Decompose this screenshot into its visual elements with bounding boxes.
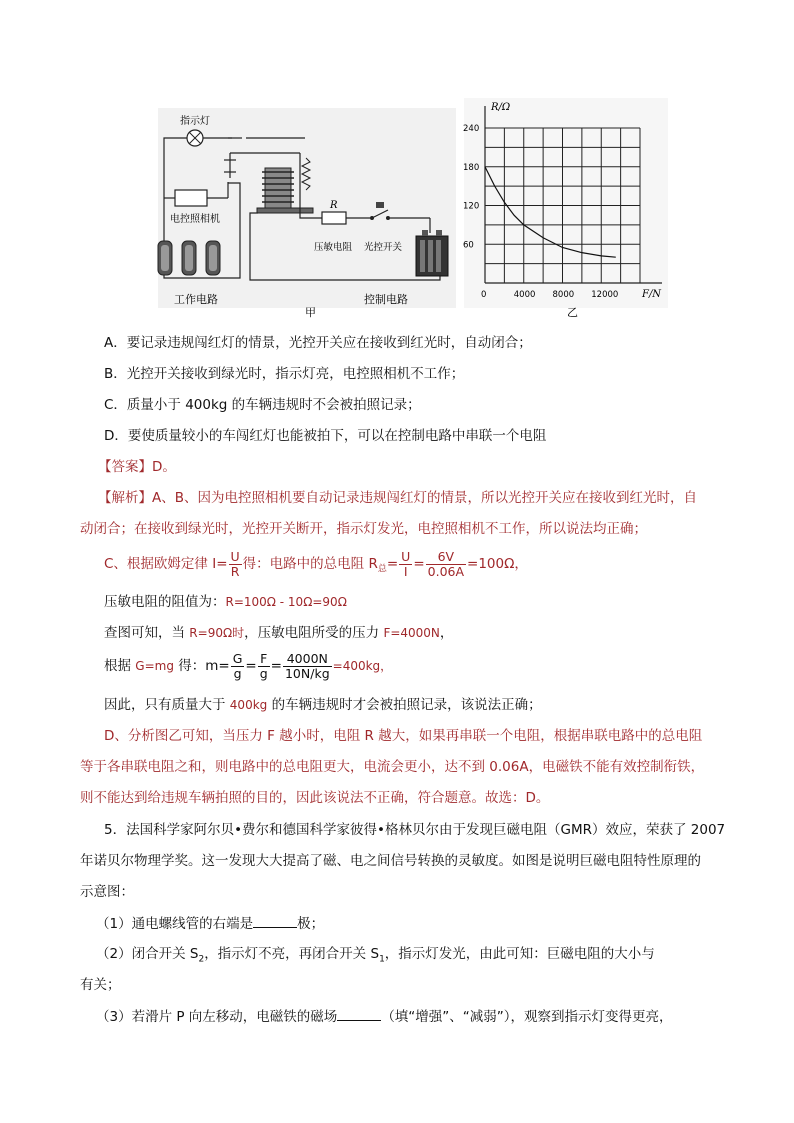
answer-value: D。 — [152, 459, 176, 475]
camera-icon — [175, 190, 207, 206]
conclusion-prefix: 因此，只有质量大于 — [104, 697, 230, 713]
option-d: D．要使质量较小的车闯红灯也能被拍下，可以在控制电路中串联一个电阻 — [104, 428, 547, 444]
frac-den: 0.06A — [427, 563, 465, 579]
answer-line — [98, 457, 176, 477]
f-line-f-value: F=4000N — [383, 626, 440, 640]
q5-s1-suffix: 极； — [297, 916, 325, 932]
frac-num: U — [401, 548, 411, 564]
subscript-1: 1 — [379, 954, 385, 965]
x-axis-label: F/N — [642, 289, 662, 300]
q5-subquestion-3 — [96, 1006, 673, 1027]
q5-line-2: 年诺贝尔物理学奖。这一发现大大提高了磁、电之间信号转换的灵敏度。如图是说明巨磁电阻特性原理的 — [80, 853, 701, 869]
q5-line-1: 5．法国科学家阿尔贝•费尔和德国科学家彼得•格林贝尔由于发现巨磁电阻（GMR）效应，荣获了 2007 — [104, 822, 726, 838]
graph-panel — [464, 98, 668, 308]
answer-blank-1[interactable] — [253, 913, 297, 928]
frac-den: 10N/kg — [284, 665, 330, 681]
label-work-circuit: 工作电路 — [174, 293, 218, 306]
pressure-resistor-icon — [322, 212, 346, 224]
analysis-label: 【解析】 — [98, 490, 152, 506]
fraction-4000n-over-10nkg — [283, 652, 332, 681]
q5-line-3: 示意图： — [80, 884, 134, 900]
x-tick-label: 12000 — [591, 290, 619, 300]
analysis-text-1: A、B、因为电控照相机要自动记录违规闯红灯的情景，所以光控开关应在接收到红光时，自 — [152, 490, 697, 506]
q5-subquestion-2 — [96, 944, 655, 970]
conclusion-value: 400kg — [229, 698, 268, 712]
figure-svg — [150, 98, 670, 320]
analysis-conclusion-line — [104, 695, 542, 715]
x-tick-label: 4000 — [513, 290, 536, 300]
q5-s2-part-b: ，指示灯不亮，再闭合开关 S — [204, 946, 380, 962]
ohm-mid: 得：电路中的总电阻 R — [242, 556, 378, 572]
analysis-d-line-2: 等于各串联电阻之和，则电路中的总电阻更大，电流会更小，达不到 0.06A，电磁铁不能有效控制衔铁， — [80, 759, 705, 775]
q5-s1-prefix: （1）通电螺线管的右端是 — [96, 916, 254, 932]
y-tick-label: 60 — [463, 240, 474, 251]
analysis-d-line-1: D、分析图乙可知，当压力 F 越小时，电阻 R 越大，如果再串联一个电阻，根据串联电路中的总电阻 — [104, 728, 703, 744]
mass-formula: G=mg — [135, 659, 174, 673]
f-line-end: ， — [439, 625, 454, 641]
frac-num: G — [232, 650, 243, 666]
analysis-ohm-line — [104, 548, 528, 586]
frac-num: U — [230, 548, 240, 564]
y-tick-label: 240 — [463, 124, 480, 134]
conclusion-end: 的车辆违规时才会被拍照记录，该说法正确； — [267, 697, 542, 713]
q5-subquestion-2-end — [80, 975, 121, 995]
option-c: C．质量小于 400kg 的车辆违规时不会被拍照记录； — [104, 397, 421, 413]
mass-result: =400kg， — [332, 659, 393, 673]
fraction-6v-over-006a — [426, 550, 466, 579]
ohm-prefix: C、根据欧姆定律 I= — [104, 556, 228, 572]
ohm-result: =100Ω， — [467, 556, 528, 572]
label-jia: 甲 — [305, 306, 316, 319]
q5-s2-part-d: 有关； — [80, 977, 121, 993]
frac-num: 6V — [426, 550, 466, 565]
q5-s3-suffix: （填“增强”、“减弱”），观察到指示灯变得更亮， — [381, 1009, 673, 1025]
mass-prefix: 根据 — [104, 658, 136, 674]
analysis-f-line — [104, 623, 453, 643]
work-batteries-icon — [158, 241, 220, 275]
answer-blank-3[interactable] — [337, 1006, 381, 1021]
analysis-d-line-3: 则不能达到给违规车辆拍照的目的，因此该说法不正确，符合题意。故选：D。 — [80, 790, 550, 806]
label-pressure-resistor: 压敏电阻 — [314, 242, 353, 253]
fraction-g-over-g — [231, 652, 245, 681]
r-line-value: R=100Ω - 10Ω=90Ω — [225, 595, 347, 609]
figure-circuit-and-graph — [150, 98, 670, 320]
analysis-line-2: 动闭合；在接收到绿光时，光控开关断开，指示灯发光，电控照相机不工作，所以说法均正确； — [80, 521, 647, 537]
f-line-mid: ，压敏电阻所受的压力 — [244, 625, 384, 641]
frac-num: 4000N — [283, 652, 332, 667]
q5-s2-part-a: （2）闭合开关 S — [96, 946, 199, 962]
subscript-total: 总 — [377, 564, 387, 575]
q5-s3-prefix: （3）若滑片 P 向左移动，电磁铁的磁场 — [96, 1009, 338, 1025]
q5-subquestion-1 — [96, 913, 324, 934]
frac-den: I — [403, 563, 408, 579]
y-tick-label: 120 — [463, 201, 480, 212]
f-line-prefix: 查图可知，当 — [104, 625, 190, 641]
label-control-circuit: 控制电路 — [364, 293, 408, 306]
answer-label: 【答案】 — [98, 459, 152, 475]
fraction-f-over-g — [258, 652, 270, 681]
control-battery-icon — [416, 230, 448, 276]
eq-sign: = — [413, 556, 425, 572]
fraction-u-over-r — [229, 550, 242, 579]
y-tick-label: 180 — [463, 162, 480, 173]
frac-den: g — [233, 665, 242, 681]
x-tick-label: 8000 — [552, 290, 575, 300]
frac-den: g — [259, 665, 268, 681]
subscript-2: 2 — [198, 954, 205, 965]
q5-s2-part-c: ，指示灯发光，由此可知：巨磁电阻的大小与 — [384, 946, 655, 962]
y-axis-label: R/Ω — [491, 102, 511, 113]
label-camera: 电控照相机 — [170, 214, 220, 225]
eq-sign: = — [386, 556, 399, 572]
analysis-r-line — [104, 592, 347, 612]
analysis-line-1 — [98, 488, 697, 508]
label-yi: 乙 — [567, 306, 578, 319]
label-light-switch: 光控开关 — [364, 242, 403, 253]
origin-label: 0 — [481, 290, 487, 300]
r-line-prefix: 压敏电阻的阻值为： — [104, 594, 226, 610]
frac-den: R — [230, 563, 240, 579]
fraction-u-over-i — [399, 550, 412, 579]
option-a: A．要记录违规闯红灯的情景，光控开关应在接收到红光时，自动闭合； — [104, 335, 532, 351]
frac-num: F — [258, 652, 270, 667]
f-line-r-value: R=90Ω时 — [189, 626, 245, 640]
mass-de: 得：m= — [173, 658, 230, 674]
label-resistor-symbol: R — [330, 200, 338, 211]
label-indicator-lamp: 指示灯 — [180, 116, 210, 127]
option-b: B．光控开关接收到绿光时，指示灯亮，电控照相机不工作； — [104, 366, 465, 382]
analysis-mass-line: 根据 G=mg 得：m= $\frac{G}{g}$ = $\frac{F}{g}$ = $\frac{4000N}{10N/kg}$ =400kg， — [104, 650, 393, 681]
